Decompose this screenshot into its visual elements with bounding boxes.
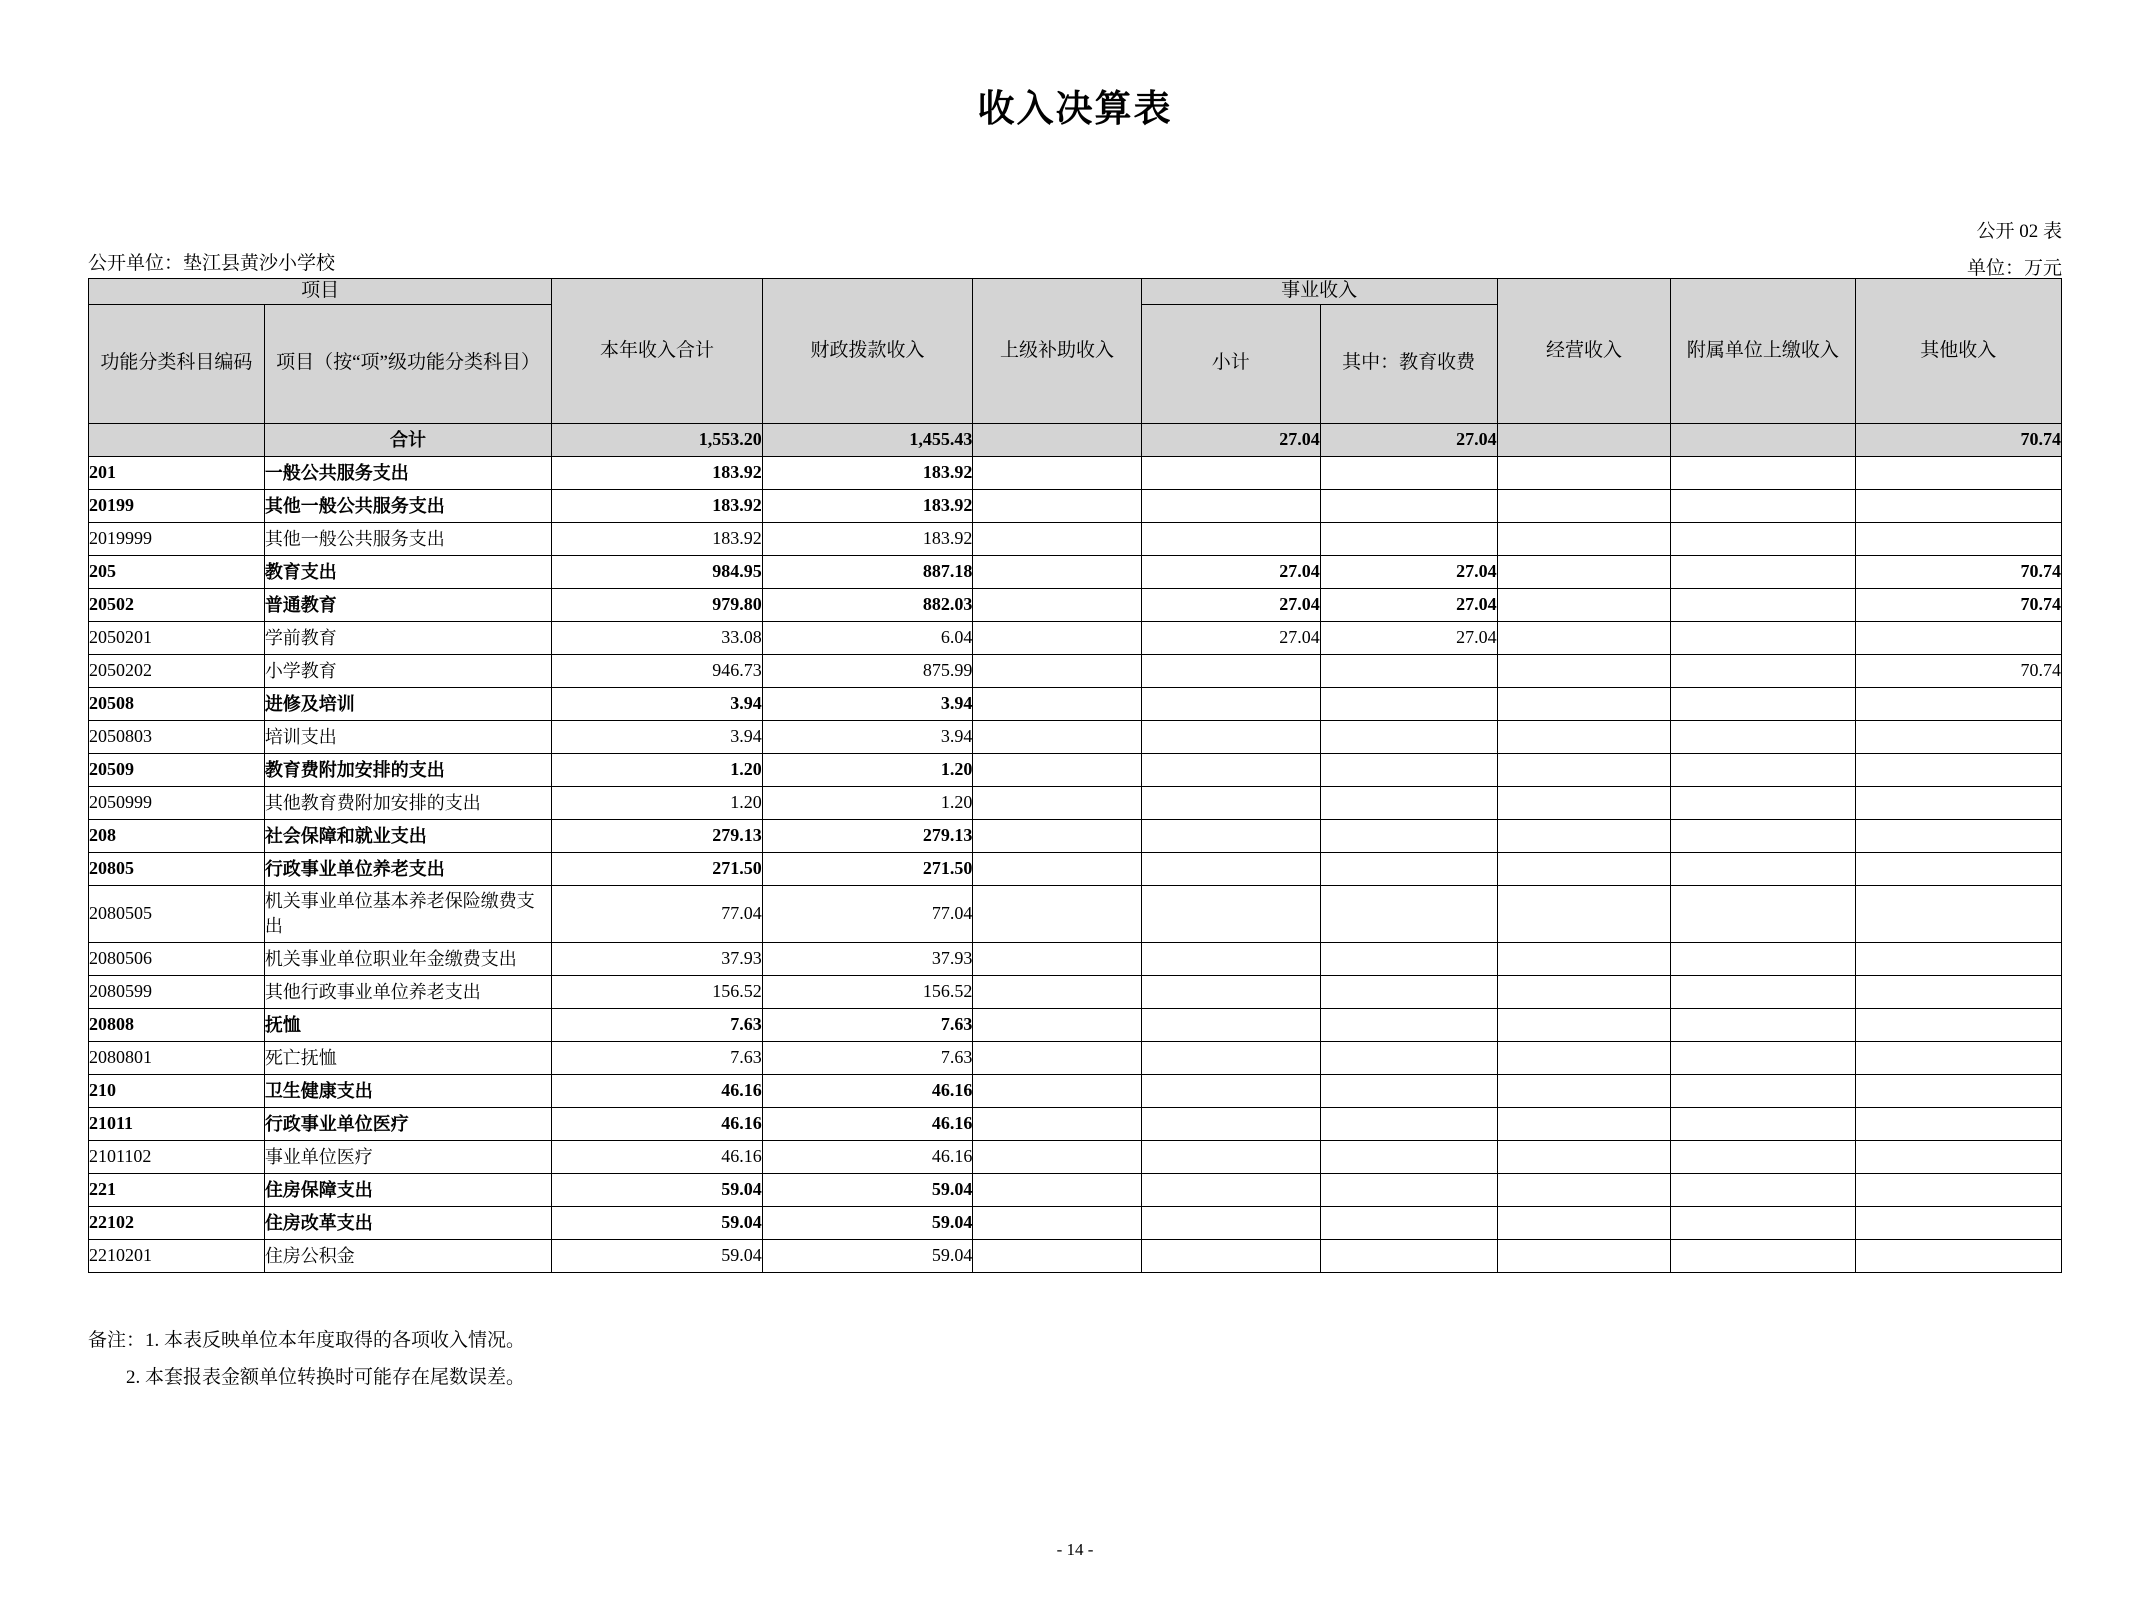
cell-biz-subtotal: [1141, 1041, 1320, 1074]
cell-other: 70.74: [1855, 423, 2061, 456]
cell-function-code: 2080599: [89, 975, 265, 1008]
cell-biz-subtotal: [1141, 1074, 1320, 1107]
cell-biz-subtotal: [1141, 1206, 1320, 1239]
cell-superior: [973, 1173, 1141, 1206]
cell-superior: [973, 885, 1141, 942]
cell-operating: [1497, 1239, 1671, 1272]
cell-operating: [1497, 555, 1671, 588]
cell-operating: [1497, 885, 1671, 942]
cell-biz-subtotal: [1141, 687, 1320, 720]
cell-affiliated: [1671, 1140, 1855, 1173]
cell-item-name: 进修及培训: [264, 687, 551, 720]
table-row: [89, 852, 2062, 885]
cell-item-name: 一般公共服务支出: [264, 456, 551, 489]
cell-item-name: 住房公积金: [264, 1239, 551, 1272]
cell-superior: [973, 555, 1141, 588]
cell-affiliated: [1671, 852, 1855, 885]
cell-affiliated: [1671, 753, 1855, 786]
cell-fiscal: 77.04: [762, 885, 973, 942]
cell-biz-edu: [1320, 975, 1497, 1008]
cell-year-total: 183.92: [552, 456, 763, 489]
cell-biz-subtotal: [1141, 1107, 1320, 1140]
cell-biz-edu: [1320, 720, 1497, 753]
document-page: [0, 78, 2150, 1598]
cell-function-code: 20808: [89, 1008, 265, 1041]
cell-operating: [1497, 1041, 1671, 1074]
cell-other: [1855, 1041, 2061, 1074]
cell-fiscal: 6.04: [762, 621, 973, 654]
cell-affiliated: [1671, 489, 1855, 522]
table-row: [89, 456, 2062, 489]
cell-affiliated: [1671, 423, 1855, 456]
cell-fiscal: 46.16: [762, 1074, 973, 1107]
cell-operating: [1497, 423, 1671, 456]
cell-fiscal: 59.04: [762, 1239, 973, 1272]
cell-year-total: 46.16: [552, 1140, 763, 1173]
cell-superior: [973, 423, 1141, 456]
cell-superior: [973, 1107, 1141, 1140]
cell-other: [1855, 753, 2061, 786]
cell-affiliated: [1671, 555, 1855, 588]
cell-affiliated: [1671, 654, 1855, 687]
header-group-business-income: 事业收入: [1141, 279, 1497, 305]
cell-biz-edu: [1320, 753, 1497, 786]
cell-item-name: 学前教育: [264, 621, 551, 654]
cell-item-name: 合计: [264, 423, 551, 456]
cell-year-total: 33.08: [552, 621, 763, 654]
cell-other: [1855, 522, 2061, 555]
cell-operating: [1497, 654, 1671, 687]
cell-function-code: 20199: [89, 489, 265, 522]
cell-year-total: 183.92: [552, 522, 763, 555]
cell-function-code: 2050803: [89, 720, 265, 753]
cell-affiliated: [1671, 720, 1855, 753]
cell-operating: [1497, 942, 1671, 975]
cell-superior: [973, 489, 1141, 522]
cell-biz-edu: 27.04: [1320, 588, 1497, 621]
cell-fiscal: 887.18: [762, 555, 973, 588]
header-item-name: 项目（按“项”级功能分类科目）: [264, 304, 551, 423]
table-row: [89, 588, 2062, 621]
cell-item-name: 行政事业单位医疗: [264, 1107, 551, 1140]
header-function-code: 功能分类科目编码: [89, 304, 265, 423]
cell-year-total: 156.52: [552, 975, 763, 1008]
cell-affiliated: [1671, 588, 1855, 621]
cell-fiscal: 183.92: [762, 489, 973, 522]
cell-superior: [973, 753, 1141, 786]
cell-biz-edu: [1320, 1239, 1497, 1272]
cell-biz-subtotal: [1141, 1140, 1320, 1173]
cell-function-code: 22102: [89, 1206, 265, 1239]
table-row: [89, 489, 2062, 522]
header-fiscal-appropriation: 财政拨款收入: [762, 279, 973, 424]
cell-fiscal: 875.99: [762, 654, 973, 687]
cell-item-name: 普通教育: [264, 588, 551, 621]
cell-other: [1855, 1239, 2061, 1272]
cell-function-code: 2101102: [89, 1140, 265, 1173]
cell-affiliated: [1671, 786, 1855, 819]
cell-operating: [1497, 456, 1671, 489]
cell-function-code: 208: [89, 819, 265, 852]
cell-item-name: 教育支出: [264, 555, 551, 588]
cell-biz-subtotal: 27.04: [1141, 621, 1320, 654]
cell-biz-subtotal: [1141, 753, 1320, 786]
cell-biz-edu: 27.04: [1320, 555, 1497, 588]
cell-biz-subtotal: [1141, 852, 1320, 885]
cell-operating: [1497, 1008, 1671, 1041]
cell-biz-subtotal: 27.04: [1141, 588, 1320, 621]
cell-fiscal: 882.03: [762, 588, 973, 621]
cell-year-total: 3.94: [552, 687, 763, 720]
cell-fiscal: 1.20: [762, 786, 973, 819]
cell-operating: [1497, 1107, 1671, 1140]
cell-superior: [973, 975, 1141, 1008]
cell-item-name: 机关事业单位职业年金缴费支出: [264, 942, 551, 975]
table-row-total: [89, 423, 2062, 456]
cell-year-total: 271.50: [552, 852, 763, 885]
cell-item-name: 住房改革支出: [264, 1206, 551, 1239]
cell-other: [1855, 975, 2061, 1008]
cell-fiscal: 3.94: [762, 687, 973, 720]
cell-affiliated: [1671, 687, 1855, 720]
cell-fiscal: 1,455.43: [762, 423, 973, 456]
cell-fiscal: 1.20: [762, 753, 973, 786]
table-row: [89, 819, 2062, 852]
cell-biz-subtotal: [1141, 786, 1320, 819]
table-row: [89, 975, 2062, 1008]
cell-superior: [973, 456, 1141, 489]
cell-operating: [1497, 621, 1671, 654]
cell-operating: [1497, 1074, 1671, 1107]
cell-biz-subtotal: [1141, 1239, 1320, 1272]
cell-biz-subtotal: [1141, 1008, 1320, 1041]
cell-biz-edu: [1320, 654, 1497, 687]
table-row: [89, 555, 2062, 588]
cell-function-code: 20805: [89, 852, 265, 885]
cell-other: [1855, 1008, 2061, 1041]
cell-superior: [973, 687, 1141, 720]
cell-item-name: 培训支出: [264, 720, 551, 753]
table-row: [89, 720, 2062, 753]
cell-superior: [973, 1041, 1141, 1074]
cell-biz-subtotal: [1141, 456, 1320, 489]
cell-fiscal: 183.92: [762, 522, 973, 555]
cell-biz-subtotal: [1141, 654, 1320, 687]
cell-affiliated: [1671, 1008, 1855, 1041]
cell-operating: [1497, 975, 1671, 1008]
cell-year-total: 1,553.20: [552, 423, 763, 456]
cell-other: 70.74: [1855, 555, 2061, 588]
cell-affiliated: [1671, 1239, 1855, 1272]
cell-function-code: 21011: [89, 1107, 265, 1140]
cell-affiliated: [1671, 885, 1855, 942]
cell-fiscal: 7.63: [762, 1041, 973, 1074]
page-footer: - 14 -: [1056, 1540, 1094, 1559]
cell-item-name: 行政事业单位养老支出: [264, 852, 551, 885]
cell-biz-subtotal: [1141, 885, 1320, 942]
cell-year-total: 46.16: [552, 1074, 763, 1107]
cell-affiliated: [1671, 819, 1855, 852]
note-line-1: 备注：1. 本表反映单位本年度取得的各项收入情况。: [88, 1330, 526, 1351]
cell-superior: [973, 588, 1141, 621]
cell-fiscal: 183.92: [762, 456, 973, 489]
cell-function-code: [89, 423, 265, 456]
cell-operating: [1497, 522, 1671, 555]
cell-other: [1855, 1074, 2061, 1107]
cell-other: [1855, 1173, 2061, 1206]
cell-item-name: 其他教育费附加安排的支出: [264, 786, 551, 819]
table-row: [89, 753, 2062, 786]
cell-operating: [1497, 753, 1671, 786]
cell-function-code: 205: [89, 555, 265, 588]
table-row: [89, 687, 2062, 720]
cell-operating: [1497, 489, 1671, 522]
cell-other: [1855, 720, 2061, 753]
cell-superior: [973, 1140, 1141, 1173]
cell-year-total: 279.13: [552, 819, 763, 852]
cell-superior: [973, 942, 1141, 975]
cell-other: 70.74: [1855, 588, 2061, 621]
cell-year-total: 7.63: [552, 1041, 763, 1074]
cell-biz-edu: [1320, 1074, 1497, 1107]
cell-year-total: 1.20: [552, 753, 763, 786]
cell-year-total: 183.92: [552, 489, 763, 522]
cell-other: 70.74: [1855, 654, 2061, 687]
cell-year-total: 979.80: [552, 588, 763, 621]
cell-operating: [1497, 852, 1671, 885]
cell-item-name: 其他一般公共服务支出: [264, 522, 551, 555]
header-other-income: 其他收入: [1855, 279, 2061, 424]
cell-year-total: 46.16: [552, 1107, 763, 1140]
cell-biz-subtotal: [1141, 489, 1320, 522]
cell-biz-edu: [1320, 1206, 1497, 1239]
cell-biz-edu: [1320, 687, 1497, 720]
cell-superior: [973, 1239, 1141, 1272]
cell-biz-subtotal: [1141, 720, 1320, 753]
cell-affiliated: [1671, 1206, 1855, 1239]
cell-operating: [1497, 687, 1671, 720]
cell-other: [1855, 852, 2061, 885]
cell-year-total: 59.04: [552, 1173, 763, 1206]
cell-item-name: 卫生健康支出: [264, 1074, 551, 1107]
cell-function-code: 2050202: [89, 654, 265, 687]
cell-other: [1855, 1206, 2061, 1239]
cell-biz-edu: [1320, 522, 1497, 555]
cell-operating: [1497, 588, 1671, 621]
header-group-project: 项目: [89, 279, 552, 305]
org-label: 公开单位：垫江县黄沙小学校: [88, 253, 336, 274]
cell-item-name: 死亡抚恤: [264, 1041, 551, 1074]
cell-fiscal: 7.63: [762, 1008, 973, 1041]
cell-function-code: 20509: [89, 753, 265, 786]
table-row: [89, 621, 2062, 654]
cell-operating: [1497, 819, 1671, 852]
cell-fiscal: 279.13: [762, 819, 973, 852]
table-row: [89, 1239, 2062, 1272]
cell-biz-edu: [1320, 1041, 1497, 1074]
cell-function-code: 2210201: [89, 1239, 265, 1272]
cell-biz-edu: [1320, 786, 1497, 819]
cell-fiscal: 59.04: [762, 1206, 973, 1239]
cell-affiliated: [1671, 522, 1855, 555]
cell-function-code: 20508: [89, 687, 265, 720]
table-row: [89, 1008, 2062, 1041]
cell-fiscal: 46.16: [762, 1140, 973, 1173]
cell-other: [1855, 456, 2061, 489]
cell-other: [1855, 786, 2061, 819]
header-superior-subsidy: 上级补助收入: [973, 279, 1141, 424]
cell-function-code: 2080506: [89, 942, 265, 975]
cell-function-code: 2050999: [89, 786, 265, 819]
cell-function-code: 2080505: [89, 885, 265, 942]
cell-other: [1855, 1140, 2061, 1173]
cell-other: [1855, 687, 2061, 720]
cell-function-code: 20502: [89, 588, 265, 621]
cell-item-name: 小学教育: [264, 654, 551, 687]
cell-item-name: 抚恤: [264, 1008, 551, 1041]
note-line-2: 2. 本套报表金额单位转换时可能存在尾数误差。: [126, 1367, 526, 1388]
cell-operating: [1497, 786, 1671, 819]
form-number: 公开 02 表: [1976, 221, 2062, 242]
cell-affiliated: [1671, 1074, 1855, 1107]
cell-year-total: 37.93: [552, 942, 763, 975]
cell-biz-subtotal: [1141, 1173, 1320, 1206]
cell-superior: [973, 1008, 1141, 1041]
table-row: [89, 654, 2062, 687]
cell-operating: [1497, 1206, 1671, 1239]
table-row: [89, 1173, 2062, 1206]
cell-function-code: 2080801: [89, 1041, 265, 1074]
cell-other: [1855, 1107, 2061, 1140]
cell-year-total: 1.20: [552, 786, 763, 819]
cell-biz-edu: [1320, 885, 1497, 942]
cell-biz-edu: [1320, 942, 1497, 975]
cell-biz-edu: [1320, 1008, 1497, 1041]
header-operating-income: 经营收入: [1497, 279, 1671, 424]
cell-function-code: 210: [89, 1074, 265, 1107]
cell-affiliated: [1671, 1173, 1855, 1206]
table-row: [89, 1107, 2062, 1140]
cell-biz-edu: 27.04: [1320, 423, 1497, 456]
cell-superior: [973, 819, 1141, 852]
cell-biz-subtotal: [1141, 522, 1320, 555]
cell-item-name: 其他一般公共服务支出: [264, 489, 551, 522]
cell-item-name: 教育费附加安排的支出: [264, 753, 551, 786]
cell-superior: [973, 522, 1141, 555]
cell-biz-edu: 27.04: [1320, 621, 1497, 654]
cell-affiliated: [1671, 1107, 1855, 1140]
cell-function-code: 201: [89, 456, 265, 489]
cell-other: [1855, 942, 2061, 975]
cell-operating: [1497, 1173, 1671, 1206]
cell-biz-edu: [1320, 852, 1497, 885]
cell-year-total: 984.95: [552, 555, 763, 588]
cell-function-code: 2050201: [89, 621, 265, 654]
income-final-accounts-table: [88, 278, 2062, 1273]
cell-year-total: 59.04: [552, 1239, 763, 1272]
cell-affiliated: [1671, 975, 1855, 1008]
cell-item-name: 事业单位医疗: [264, 1140, 551, 1173]
table-row: [89, 1041, 2062, 1074]
cell-function-code: 2019999: [89, 522, 265, 555]
table-row: [89, 1074, 2062, 1107]
cell-biz-edu: [1320, 489, 1497, 522]
header-affiliated-remittance: 附属单位上缴收入: [1671, 279, 1855, 424]
table-body: [89, 423, 2062, 1272]
cell-year-total: 7.63: [552, 1008, 763, 1041]
cell-affiliated: [1671, 456, 1855, 489]
page-title: 收入决算表: [977, 89, 1173, 130]
cell-biz-edu: [1320, 456, 1497, 489]
table-row: [89, 885, 2062, 942]
cell-fiscal: 156.52: [762, 975, 973, 1008]
cell-affiliated: [1671, 1041, 1855, 1074]
table-row: [89, 786, 2062, 819]
cell-other: [1855, 885, 2061, 942]
table-header-row-1: [89, 279, 2062, 305]
cell-biz-subtotal: [1141, 975, 1320, 1008]
cell-superior: [973, 1206, 1141, 1239]
cell-fiscal: 271.50: [762, 852, 973, 885]
cell-biz-edu: [1320, 1173, 1497, 1206]
cell-fiscal: 46.16: [762, 1107, 973, 1140]
cell-operating: [1497, 1140, 1671, 1173]
cell-biz-subtotal: 27.04: [1141, 555, 1320, 588]
cell-function-code: 221: [89, 1173, 265, 1206]
cell-biz-edu: [1320, 1140, 1497, 1173]
table-row: [89, 942, 2062, 975]
cell-superior: [973, 852, 1141, 885]
cell-biz-subtotal: [1141, 819, 1320, 852]
unit-note: 单位：万元: [1966, 258, 2062, 279]
cell-biz-subtotal: 27.04: [1141, 423, 1320, 456]
cell-biz-edu: [1320, 1107, 1497, 1140]
cell-year-total: 77.04: [552, 885, 763, 942]
cell-superior: [973, 621, 1141, 654]
cell-other: [1855, 819, 2061, 852]
cell-fiscal: 37.93: [762, 942, 973, 975]
cell-fiscal: 3.94: [762, 720, 973, 753]
cell-item-name: 社会保障和就业支出: [264, 819, 551, 852]
table-row: [89, 522, 2062, 555]
header-business-subtotal: 小计: [1141, 304, 1320, 423]
cell-item-name: 机关事业单位基本养老保险缴费支出: [264, 885, 551, 942]
header-year-total: 本年收入合计: [552, 279, 763, 424]
cell-item-name: 其他行政事业单位养老支出: [264, 975, 551, 1008]
table-row: [89, 1140, 2062, 1173]
cell-fiscal: 59.04: [762, 1173, 973, 1206]
cell-biz-subtotal: [1141, 942, 1320, 975]
cell-superior: [973, 786, 1141, 819]
cell-year-total: 59.04: [552, 1206, 763, 1239]
header-business-education-fee: 其中：教育收费: [1320, 304, 1497, 423]
cell-year-total: 3.94: [552, 720, 763, 753]
cell-superior: [973, 654, 1141, 687]
cell-superior: [973, 1074, 1141, 1107]
cell-year-total: 946.73: [552, 654, 763, 687]
cell-other: [1855, 489, 2061, 522]
table-row: [89, 1206, 2062, 1239]
cell-item-name: 住房保障支出: [264, 1173, 551, 1206]
cell-superior: [973, 720, 1141, 753]
cell-other: [1855, 621, 2061, 654]
cell-operating: [1497, 720, 1671, 753]
cell-biz-edu: [1320, 819, 1497, 852]
cell-affiliated: [1671, 621, 1855, 654]
cell-affiliated: [1671, 942, 1855, 975]
